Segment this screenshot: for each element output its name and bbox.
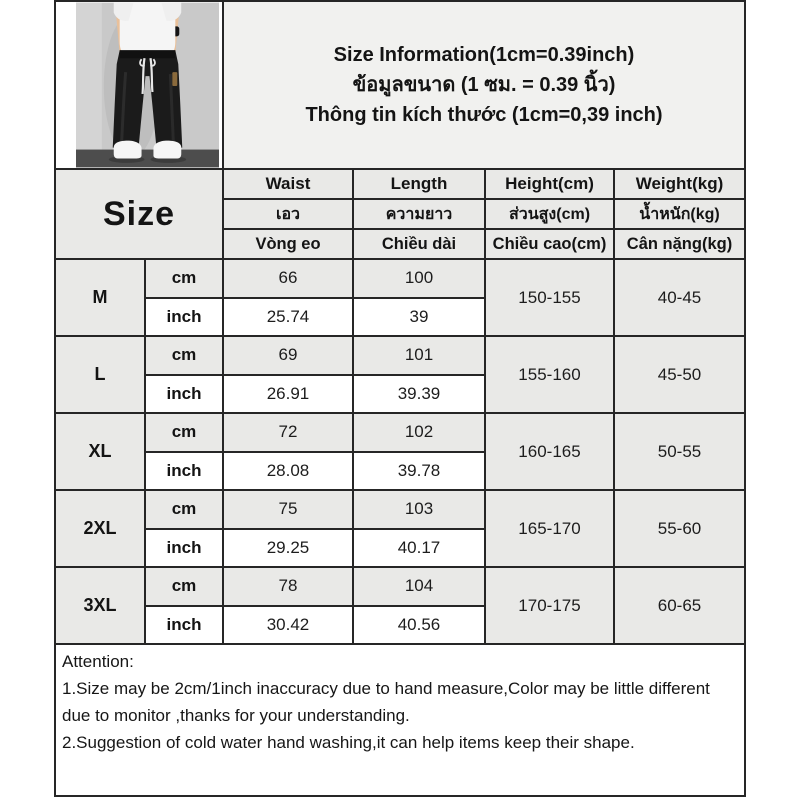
xl-waist-cm: 72	[224, 414, 354, 453]
2xl-height-range: 165-170	[486, 491, 615, 568]
l-length-cm: 101	[354, 337, 486, 376]
m-waist-cm: 66	[224, 260, 354, 299]
2xl-waist-inch: 29.25	[224, 530, 354, 569]
3xl-waist-inch: 30.42	[224, 607, 354, 646]
unit-cm-label: cm	[146, 260, 224, 299]
m-height-range: 150-155	[486, 260, 615, 337]
size-chart-table	[54, 0, 746, 797]
3xl-height-range: 170-175	[486, 568, 615, 645]
l-height-range: 155-160	[486, 337, 615, 414]
header-weight-th: น้ำหนัก(kg)	[615, 200, 744, 230]
unit-inch-label: inch	[146, 607, 224, 646]
attention-note	[56, 645, 744, 795]
unit-inch-label: inch	[146, 453, 224, 492]
l-length-inch: 39.39	[354, 376, 486, 415]
attention-line-1: 1.Size may be 2cm/1inch inaccuracy due to hand measure,Color may be little different due to monitor ,thanks for your understanding.	[62, 679, 710, 725]
header-waist-en: Waist	[224, 170, 354, 200]
m-waist-inch: 25.74	[224, 299, 354, 338]
unit-inch-label: inch	[146, 299, 224, 338]
2xl-length-inch: 40.17	[354, 530, 486, 569]
unit-cm-label: cm	[146, 568, 224, 607]
header-height-en: Height(cm)	[486, 170, 615, 200]
title-line-vietnamese: Thông tin kích thước (1cm=0,39 inch)	[305, 104, 663, 126]
title-line-english: Size Information(1cm=0.39inch)	[333, 44, 635, 66]
header-length-en: Length	[354, 170, 486, 200]
unit-inch-label: inch	[146, 530, 224, 569]
3xl-length-inch: 40.56	[354, 607, 486, 646]
xl-length-inch: 39.78	[354, 453, 486, 492]
row-size-l: L	[56, 337, 146, 414]
row-size-m: M	[56, 260, 146, 337]
size-column-header: Size	[56, 170, 224, 260]
2xl-weight-range: 55-60	[615, 491, 744, 568]
l-waist-inch: 26.91	[224, 376, 354, 415]
2xl-length-cm: 103	[354, 491, 486, 530]
l-weight-range: 45-50	[615, 337, 744, 414]
m-length-inch: 39	[354, 299, 486, 338]
attention-line-2: 2.Suggestion of cold water hand washing,it can help items keep their shape.	[62, 733, 635, 752]
header-weight-vi: Cân nặng(kg)	[615, 230, 744, 260]
unit-inch-label: inch	[146, 376, 224, 415]
attention-heading: Attention:	[62, 652, 134, 671]
l-waist-cm: 69	[224, 337, 354, 376]
m-weight-range: 40-45	[615, 260, 744, 337]
m-length-cm: 100	[354, 260, 486, 299]
header-weight-en: Weight(kg)	[615, 170, 744, 200]
header-length-th: ความยาว	[354, 200, 486, 230]
pants-model-illustration	[76, 2, 219, 168]
3xl-waist-cm: 78	[224, 568, 354, 607]
row-size-3xl: 3XL	[56, 568, 146, 645]
xl-length-cm: 102	[354, 414, 486, 453]
xl-height-range: 160-165	[486, 414, 615, 491]
product-photo	[56, 2, 224, 170]
3xl-length-cm: 104	[354, 568, 486, 607]
row-size-2xl: 2XL	[56, 491, 146, 568]
header-height-th: ส่วนสูง(cm)	[486, 200, 615, 230]
header-waist-vi: Vòng eo	[224, 230, 354, 260]
header-waist-th: เอว	[224, 200, 354, 230]
header-length-vi: Chiều dài	[354, 230, 486, 260]
title-line-thai: ข้อมูลขนาด (1 ซม. = 0.39 นิ้ว)	[352, 74, 616, 96]
unit-cm-label: cm	[146, 414, 224, 453]
size-information-title	[224, 2, 744, 170]
3xl-weight-range: 60-65	[615, 568, 744, 645]
xl-waist-inch: 28.08	[224, 453, 354, 492]
unit-cm-label: cm	[146, 337, 224, 376]
xl-weight-range: 50-55	[615, 414, 744, 491]
2xl-waist-cm: 75	[224, 491, 354, 530]
header-height-vi: Chiều cao(cm)	[486, 230, 615, 260]
unit-cm-label: cm	[146, 491, 224, 530]
row-size-xl: XL	[56, 414, 146, 491]
